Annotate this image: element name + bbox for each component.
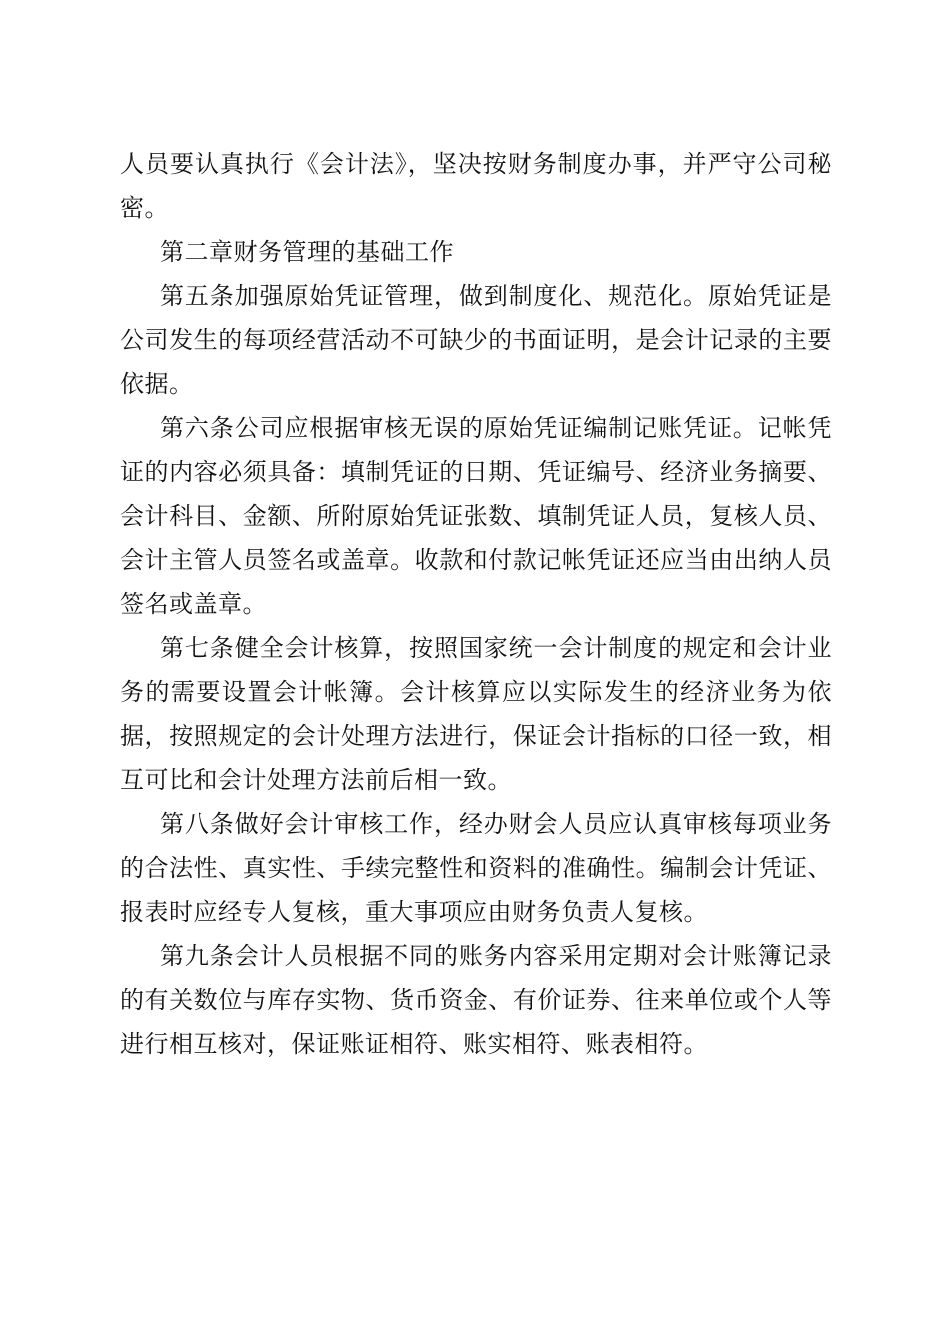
chapter-heading: 第二章财务管理的基础工作 — [160, 238, 454, 266]
article-8-paragraph: 第八条做好会计审核工作，经办财会人员应认真审核每项业务的合法性、真实性、手续完整性和资料的准确性。编制会计凭证、报表时应经专人复核，重大事项应由财务负责人复核。 — [120, 810, 832, 926]
article-6-paragraph: 第六条公司应根据审核无误的原始凭证编制记账凭证。记帐凭证的内容必须具备：填制凭证的日期、凭证编号、经济业务摘要、会计科目、金额、所附原始凭证张数、填制凭证人员，复核人员、会计主管人员签名或盖章。收款和付款记帐凭证还应当由出纳人员签名或盖章。 — [120, 414, 832, 618]
document-body — [120, 142, 832, 1066]
article-9-paragraph: 第九条会计人员根据不同的账务内容采用定期对会计账簿记录的有关数位与库存实物、货币资金、有价证券、往来单位或个人等进行相互核对，保证账证相符、账实相符、账表相符。 — [120, 942, 832, 1058]
paragraph-continuation: 人员要认真执行《会计法》，坚决按财务制度办事，并严守公司秘密。 — [120, 150, 832, 222]
article-7-paragraph: 第七条健全会计核算，按照国家统一会计制度的规定和会计业务的需要设置会计帐簿。会计核算应以实际发生的经济业务为依据，按照规定的会计处理方法进行，保证会计指标的口径一致，相互可比和会计处理方法前后相一致。 — [120, 634, 832, 794]
article-5-paragraph: 第五条加强原始凭证管理，做到制度化、规范化。原始凭证是公司发生的每项经营活动不可缺少的书面证明，是会计记录的主要依据。 — [120, 282, 832, 398]
